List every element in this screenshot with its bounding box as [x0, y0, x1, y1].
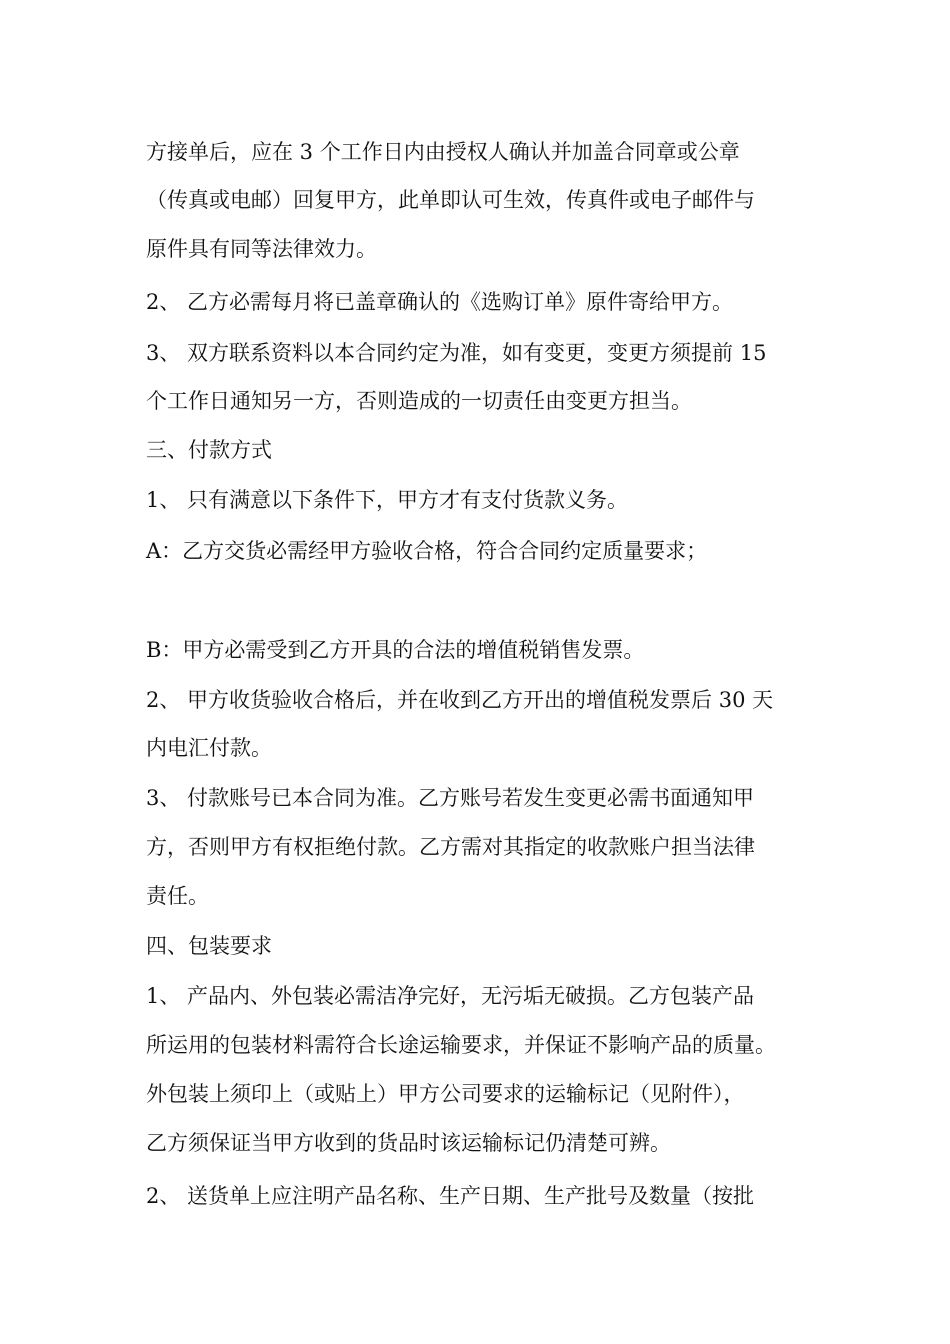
text-line: 2、 送货单上应注明产品名称、生产日期、生产批号及数量（按批	[146, 1184, 755, 1208]
text-line: 方接单后，应在 3 个工作日内由授权人确认并加盖合同章或公章	[146, 140, 740, 164]
text-line: 3、 付款账号已本合同为准。乙方账号若发生变更必需书面通知甲	[146, 786, 755, 810]
section-heading: 四、包装要求	[146, 934, 272, 958]
text-line: 1、 产品内、外包装必需洁净完好，无污垢无破损。乙方包装产品	[146, 984, 755, 1008]
text-line: 2、 乙方必需每月将已盖章确认的《选购订单》原件寄给甲方。	[146, 290, 734, 314]
text-line: 外包装上须印上（或贴上）甲方公司要求的运输标记（见附件），	[146, 1082, 745, 1106]
text-line: 所运用的包装材料需符合长途运输要求，并保证不影响产品的质量。	[146, 1033, 776, 1057]
text-line: 1、 只有满意以下条件下，甲方才有支付货款义务。	[146, 488, 629, 512]
text-line: 2、 甲方收货验收合格后，并在收到乙方开出的增值税发票后 30 天	[146, 688, 774, 712]
text-line: 责任。	[146, 884, 209, 908]
text-line: B：甲方必需受到乙方开具的合法的增值税销售发票。	[146, 638, 645, 662]
text-line: 个工作日通知另一方，否则造成的一切责任由变更方担当。	[146, 389, 692, 413]
text-line: 原件具有同等法律效力。	[146, 237, 377, 261]
text-line: 3、 双方联系资料以本合同约定为准，如有变更，变更方须提前 15	[146, 341, 767, 365]
text-line: A：乙方交货必需经甲方验收合格，符合合同约定质量要求；	[146, 539, 708, 563]
section-heading: 三、付款方式	[146, 438, 272, 462]
text-line: 方，否则甲方有权拒绝付款。乙方需对其指定的收款账户担当法律	[146, 835, 755, 859]
text-line: 内电汇付款。	[146, 736, 272, 760]
text-line: （传真或电邮）回复甲方，此单即认可生效，传真件或电子邮件与	[146, 188, 755, 212]
text-line: 乙方须保证当甲方收到的货品时该运输标记仍清楚可辨。	[146, 1131, 671, 1155]
